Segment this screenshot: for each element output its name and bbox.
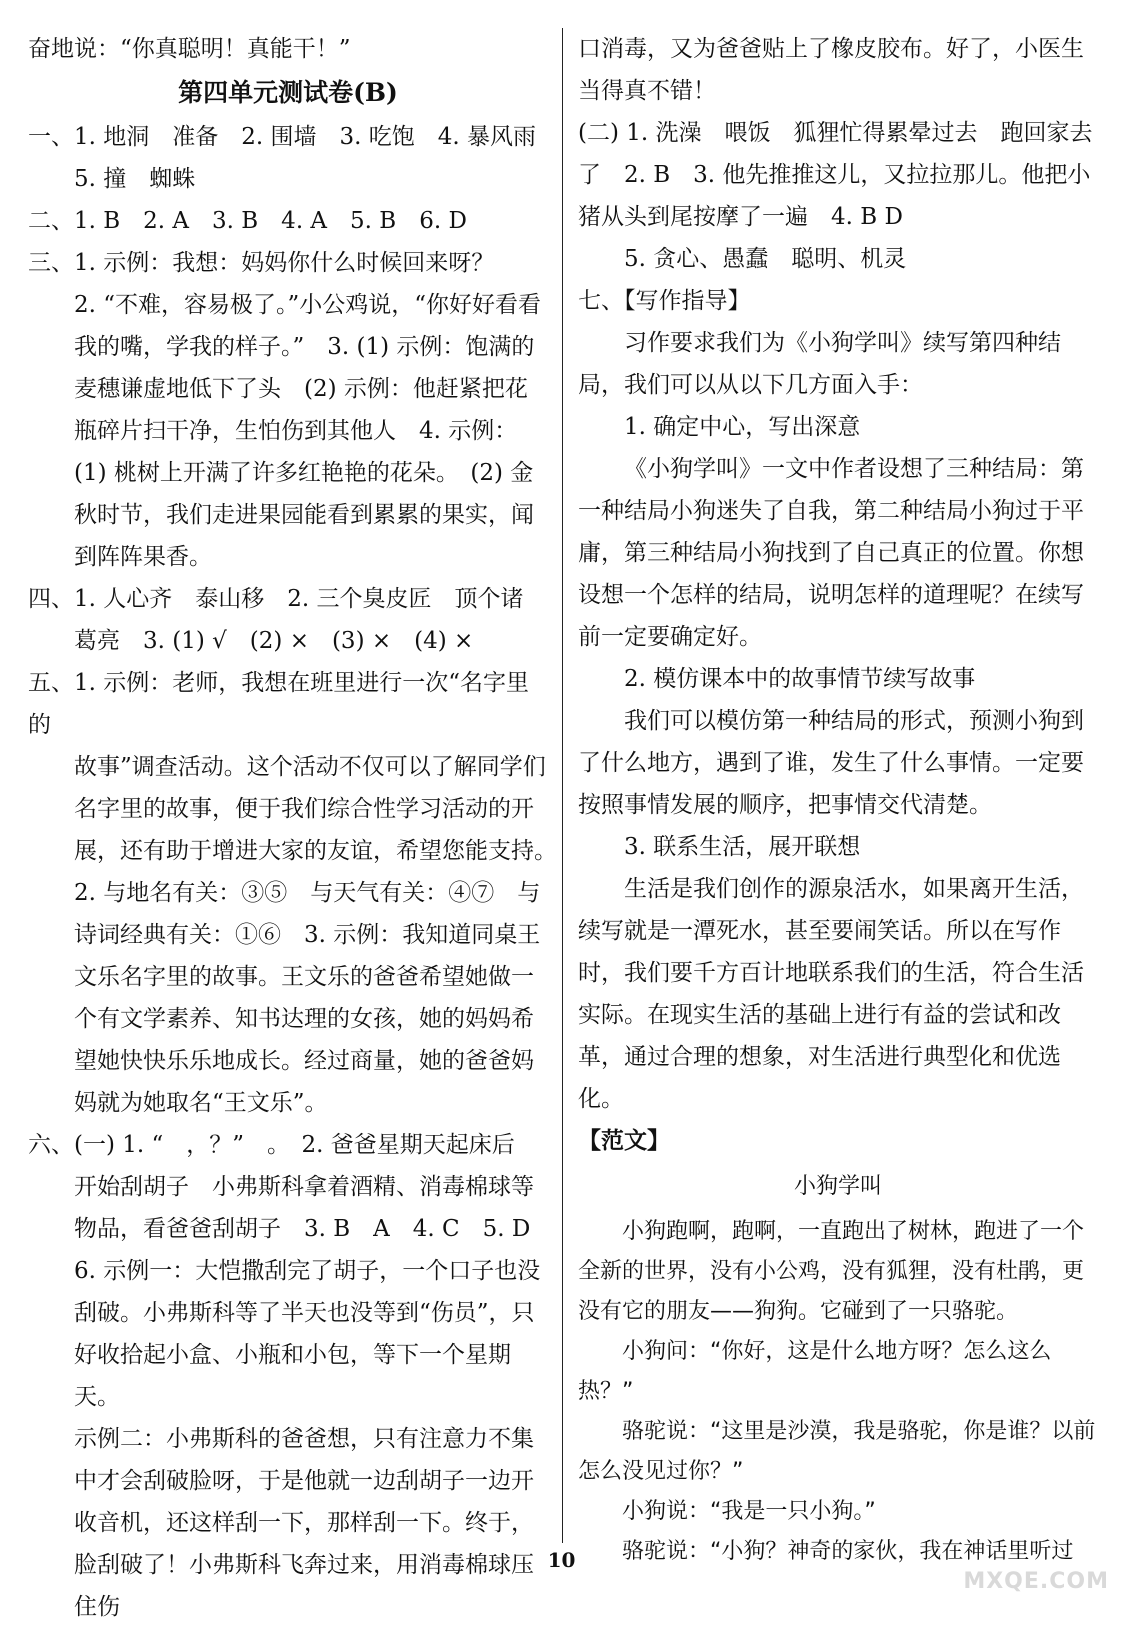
column-divider	[562, 28, 563, 1543]
answer-paragraph: (二) 1. 洗澡 喂饭 狐狸忙得累晕过去 跑回家去了 2. B 3. 他先推推这儿，又拉拉那儿。他把小猪从头到尾按摩了一遍 4. B D	[578, 120, 1093, 230]
answer-line: 葛亮 3. (1) √ (2) × (3) × (4) ×	[74, 628, 474, 654]
model-essay-heading: 【范文】	[578, 1127, 670, 1154]
answer-paragraph: 2. “不难，容易极了。”小公鸡说，“你好好看看我的嘴，学我的样子。” 3. (1) 示例：饱满的麦穗谦虚地低下了头 (2) 示例：他赶紧把花瓶碎片扫干净，生怕伤到其他人 4. 示例：(1) 桃树上开满了许多红艳艳的花朵。 (2) 金秋时节，我们走进果园能看到累累的果实，闻到阵阵果香。	[74, 292, 542, 570]
essay-title: 小狗学叫	[793, 1174, 882, 1199]
essay-paragraph: 小狗跑啊，跑啊，一直跑出了树林，跑进了一个全新的世界，没有小公鸡，没有狐狸，没有杜鹃，更没有它的朋友——狗狗。它碰到了一只骆驼。	[578, 1219, 1085, 1324]
guide-paragraph: 生活是我们创作的源泉活水，如果离开生活，续写就是一潭死水，甚至要闹笑话。所以在写作时，我们要千方百计地联系我们的生活，符合生活实际。在现实生活的基础上进行有益的尝试和改革，通过合理的想象，对生活进行典型化和优选化。	[578, 876, 1084, 1112]
answer-paragraph: 故事”调查活动。这个活动不仅可以了解同学们名字里的故事，便于我们综合性学习活动的开展，还有助于增进大家的友谊，希望您能支持。 2. 与地名有关：③⑤ 与天气有关：④⑦ 与诗词经典有关：①⑥ 3. 示例：我知道同桌王文乐名字里的故事。王文乐的爸爸希望她做一个有文学素养、知书达理的女孩，她的妈妈希望她快快乐乐地成长。经过商量，她的爸爸妈妈就为她取名“王文乐”。	[74, 754, 569, 1116]
section-title: 第四单元测试卷(B)	[178, 78, 398, 107]
essay-paragraph: 骆驼说：“小狗？神奇的家伙，我在神话里听过	[622, 1539, 1074, 1564]
page-number: 10	[547, 1548, 576, 1572]
answer-line: 四、1. 人心齐 泰山移 2. 三个臭皮匠 顶个诸	[28, 586, 524, 612]
essay-paragraph: 小狗问：“你好，这是什么地方呀？怎么这么热？”	[578, 1339, 1052, 1404]
essay-paragraph: 骆驼说：“这里是沙漠，我是骆驼，你是谁？以前怎么没见过你？”	[578, 1419, 1096, 1484]
watermark: MXQE.COM	[963, 1569, 1109, 1594]
answer-line: 5. 撞 蜘蛛	[74, 166, 196, 192]
guide-paragraph: 我们可以模仿第一种结局的形式，预测小狗到了什么地方，遇到了谁，发生了什么事情。一定要按照事情发展的顺序，把事情交代清楚。	[578, 708, 1084, 818]
answer-paragraph: 开始刮胡子 小弗斯科拿着酒精、消毒棉球等物品，看爸爸刮胡子 3. B A 4. C 5. D	[74, 1174, 534, 1242]
answer-line: 二、1. B 2. A 3. B 4. A 5. B 6. D	[28, 208, 467, 234]
guide-paragraph: 《小狗学叫》一文中作者设想了三种结局：第一种结局小狗迷失了自我，第二种结局小狗过于平庸，第三种结局小狗找到了自己真正的位置。你想设想一个怎样的结局，说明怎样的道理呢？在续写前一定要确定好。	[578, 456, 1084, 650]
essay-paragraph: 小狗说：“我是一只小狗。”	[622, 1499, 876, 1524]
text-line: 奋地说：“你真聪明！真能干！”	[28, 36, 351, 62]
guide-point: 1. 确定中心，写出深意	[624, 414, 861, 440]
answer-line: 一、1. 地洞 准备 2. 围墙 3. 吃饱 4. 暴风雨	[28, 124, 537, 150]
answer-line: 三、1. 示例：我想：妈妈你什么时候回来呀？	[28, 250, 495, 276]
answer-line: 五、1. 示例：老师，我想在班里进行一次“名字里的	[28, 670, 530, 738]
section-heading: 七、【写作指导】	[578, 288, 751, 314]
right-column	[578, 28, 1098, 1572]
answer-paragraph: 6. 示例一：大恺撒刮完了胡子，一个口子也没刮破。小弗斯科等了半天也没等到“伤员”，只好收拾起小盒、小瓶和小包，等下一个星期天。	[74, 1258, 541, 1410]
answer-paragraph: 口消毒，又为爸爸贴上了橡皮胶布。好了，小医生当得真不错！	[578, 36, 1084, 104]
guide-paragraph: 习作要求我们为《小狗学叫》续写第四种结局，我们可以从以下几方面入手：	[578, 330, 1061, 398]
guide-point: 2. 模仿课本中的故事情节续写故事	[624, 666, 976, 692]
answer-line: 5. 贪心、愚蠢 聪明、机灵	[624, 246, 907, 272]
guide-point: 3. 联系生活，展开联想	[624, 834, 861, 860]
answer-line: 六、(一) 1. “ ，？” 。 2. 爸爸星期天起床后	[28, 1132, 515, 1158]
answer-paragraph: 示例二：小弗斯科的爸爸想，只有注意力不集中才会刮破脸呀，于是他就一边刮胡子一边开收音机，还这样刮一下，那样刮一下。终于，脸刮破了！小弗斯科飞奔过来，用消毒棉球压住伤	[74, 1426, 534, 1620]
